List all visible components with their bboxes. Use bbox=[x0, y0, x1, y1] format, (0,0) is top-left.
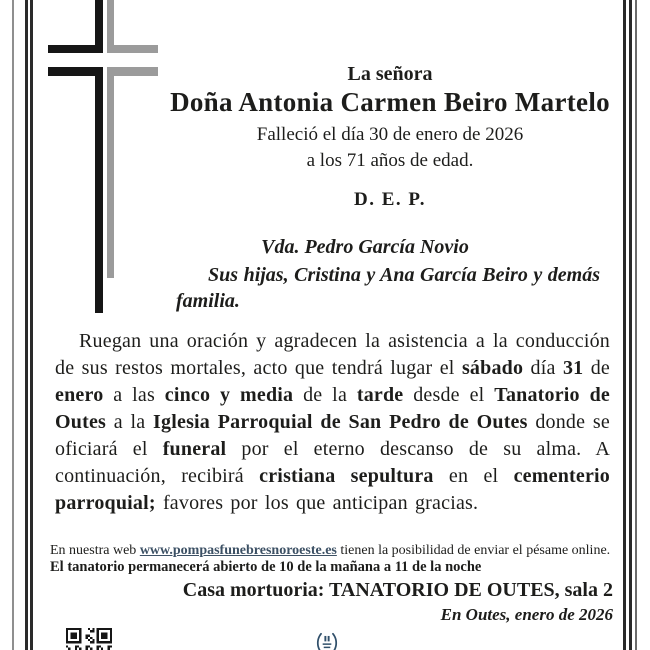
relatives-line: Sus hijas, Cristina y Ana García Beiro y demás familia. bbox=[176, 264, 600, 312]
border-line-left-inner-1 bbox=[25, 0, 28, 650]
cross-arm-gap bbox=[88, 53, 118, 67]
widow-of-line: Vda. Pedro García Novio bbox=[261, 236, 469, 258]
cross-arm-bottom-black bbox=[48, 67, 103, 76]
salutation: La señora bbox=[347, 63, 433, 85]
cross-arm-top-black bbox=[48, 45, 103, 53]
border-line-left-inner-2 bbox=[30, 0, 33, 650]
funeral-laurel-emblem-icon bbox=[314, 630, 340, 650]
death-date-line: Falleció el día 30 de enero de 2026 bbox=[256, 124, 524, 145]
place-and-date-line: En Outes, enero de 2026 bbox=[440, 605, 613, 624]
qr-code-icon bbox=[66, 628, 112, 650]
cross-arm-top-gray bbox=[107, 45, 158, 53]
mortuary-house-line: Casa mortuoria: TANATORIO DE OUTES, sala 2 bbox=[182, 579, 613, 601]
online-condolence-line bbox=[50, 543, 610, 559]
web-line-prefix: En nuestra web bbox=[50, 543, 140, 558]
border-line-right-outer bbox=[635, 0, 637, 650]
notice-paragraph: Ruegan una oración y agradecen la asistencia a la conducción de sus restos mortales, acto que tendrá lugar el sábado día 31 de enero a las cinco y media de la tarde desde el Tanatorio de Outes a la Iglesia Parroquial de San Pedro de Outes donde se oficiará el funeral por el eterno descanso de su alma. A continuación, recibirá cristiana sepultura en el cementerio parroquial; favores por los que anticipan gracias. bbox=[55, 330, 610, 514]
border-line-right-inner-1 bbox=[623, 0, 626, 650]
age-line: a los 71 años de edad. bbox=[306, 150, 474, 171]
dep-abbreviation: D. E. P. bbox=[353, 189, 426, 210]
web-line-suffix: tienen la posibilidad de enviar el pésame online. bbox=[336, 543, 611, 558]
cross-vertical-gray bbox=[107, 0, 114, 278]
cross-arm-bottom-gray bbox=[107, 67, 158, 76]
border-line-left-outer bbox=[12, 0, 14, 650]
funeral-home-website-link[interactable]: www.pompasfunebresnoroeste.es bbox=[139, 543, 337, 558]
border-line-right-inner-2 bbox=[629, 0, 632, 650]
deceased-name: Doña Antonia Carmen Beiro Martelo bbox=[170, 87, 610, 117]
tanatorio-hours-line: El tanatorio permanecerá abierto de 10 de la mañana a 11 de la noche bbox=[50, 559, 482, 575]
